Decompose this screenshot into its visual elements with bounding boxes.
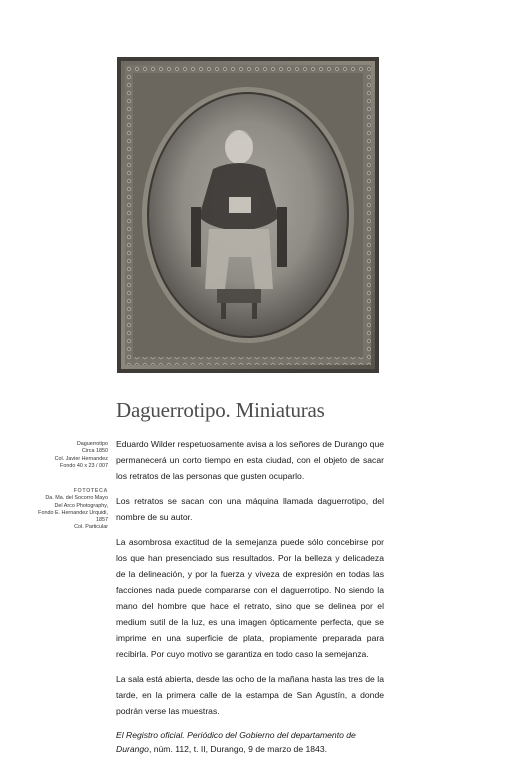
stool-leg-left [221,303,226,319]
caption-line: Da. Ma. del Socorro Mayo [45,495,108,502]
caption-line: Daguerrotipo [76,441,108,447]
caption-line: Col. Javier Hernandez [54,455,108,462]
paragraph: Los retratos se sacan con una máquina llamada daguerrotipo, del nombre de su autor. [116,496,384,522]
daguerreotype-photo [117,57,379,373]
fototeca-caption [33,488,108,532]
caption-line: Del Arco Photography, [54,502,108,509]
paragraph: La sala está abierta, desde las ocho de la mañana hasta las tres de la tarde, en la primera calle de la estampa de San Agustín, a donde podrán verse las muestras. [116,674,384,716]
caption-line: 1857 [96,517,108,524]
stool [217,289,261,303]
child-sash [229,197,251,213]
chair-left [191,207,201,267]
article-body [116,436,384,765]
paragraph: La asombrosa exactitud de la semejanza puede sólo concebirse por los que han presenciado sus resultados. Por la belleza y delicadeza de la delineación, y por la fuerza y viveza de expresión en todas las facciones nada puede compararse con el daguerrotipo. No siendo la mano del hombre que hace el retrato, sino que se delinea por el medium sutil de la luz, es una imagen ópticamente perfecta, que se imprime en una superficie de plata, propiamente preparada para recibirla. Por cuyo motivo se garantiza en todo caso la semejanza. [116,537,384,659]
source-citation [116,728,384,756]
fototeca-label: FOTOTECA [73,488,108,494]
paragraph: Eduardo Wilder respetuosamente avisa a los señores de Durango que permanecerá un corto tiempo en esta ciudad, con el objeto de sacar los retratos de las personas que gusten ocuparlo. [116,439,384,481]
source-details: , núm. 112, t. II, Durango, 9 de marzo de 1843. [148,744,327,754]
photo-caption [33,441,108,470]
chair-right [277,207,287,267]
stool-leg-right [252,303,257,319]
source-publication: El Registro oficial. Periódico del Gobierno del departamento de Durango [116,730,356,754]
caption-line: Circa 1850 [81,448,108,455]
child-head [225,130,253,164]
daguerreotype-image [117,57,379,373]
caption-line: Fondo E. Hernandez Urquidi, [38,509,108,516]
caption-line: Fondo 40 x 23 / 007 [60,462,108,469]
caption-line: Col. Particular [74,524,108,531]
section-title: Daguerrotipo. Miniaturas [116,398,325,422]
